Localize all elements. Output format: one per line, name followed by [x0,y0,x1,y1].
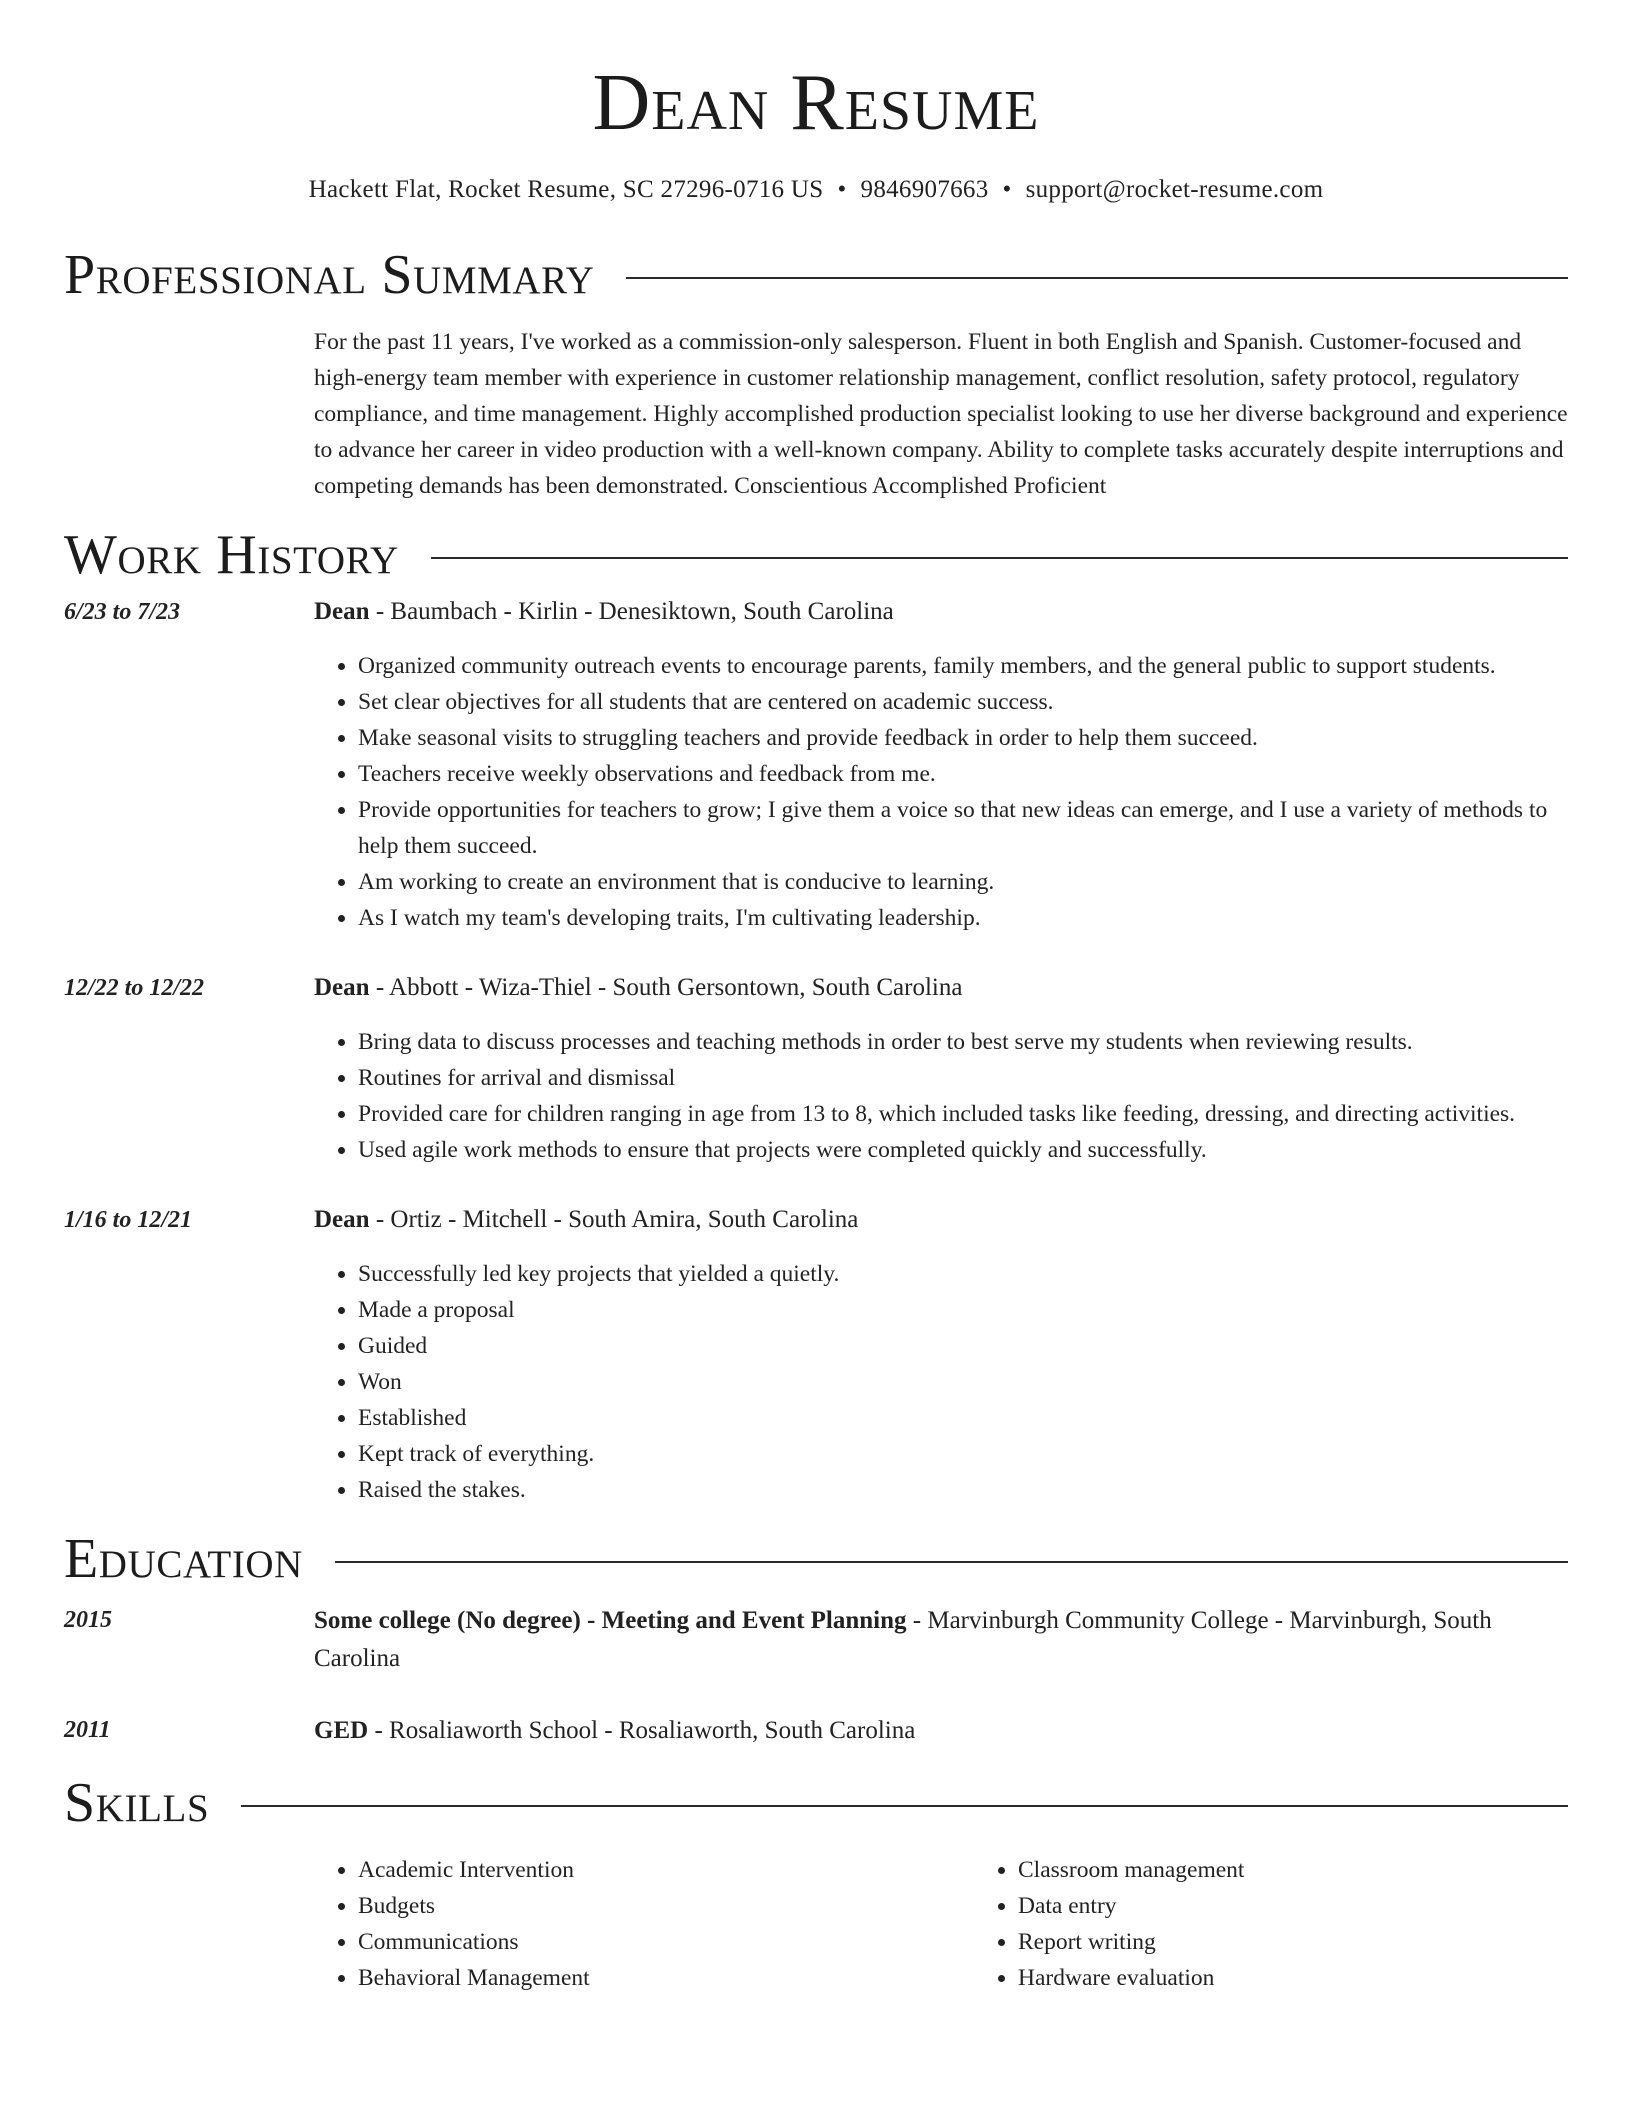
education-degree: GED [314,1717,369,1744]
job-bullet: • Make seasonal visits to struggling teachers and provide feedback in order to help them succeed. [358,720,1568,756]
job-bullet: • Set clear objectives for all students that are centered on academic success. [358,684,1568,720]
job-bullet: • Kept track of everything. [358,1436,1568,1472]
contact-phone: 9846907663 [860,176,989,203]
section-divider [431,557,1568,559]
job-bullets [314,1024,1568,1168]
job-bullet: • Made a proposal [358,1292,1568,1328]
job-details: - Baumbach - Kirlin - Denesiktown, South Carolina [369,598,894,625]
job-heading [314,970,1568,1006]
job-title: Dean [314,598,370,625]
job-bullet: • Won [358,1364,1568,1400]
job-heading [314,1202,1568,1238]
skill-item: • Report writing [1018,1924,1632,1960]
work-section-heading [64,524,1568,586]
job-bullet: • Provide opportunities for teachers to grow; I give them a voice so that new ideas can emerge, and I use a variety of methods to help them succeed. [358,792,1568,864]
skill-item: • Communications [358,1924,974,1960]
job-dates: 1/16 to 12/21 [64,1207,193,1233]
job-bullet: • Successfully led key projects that yielded a quietly. [358,1256,1568,1292]
skills-heading: Skills [64,1772,210,1834]
skill-item: • Behavioral Management [358,1960,974,1996]
contact-separator: • [837,176,847,203]
job-bullet: • Teachers receive weekly observations and feedback from me. [358,756,1568,792]
job-title: Dean [314,1206,370,1233]
education-line [314,1712,1568,1750]
skills-columns [314,1852,1632,1996]
job-bullet: • Used agile work methods to ensure that projects were completed quickly and successfully. [358,1132,1568,1168]
job-dates: 6/23 to 7/23 [64,599,181,625]
contact-separator: • [1002,176,1012,203]
job-details: - Ortiz - Mitchell - South Amira, South Carolina [369,1206,859,1233]
job-entry [64,1202,1568,1508]
job-entry [64,970,1568,1168]
education-year: 2015 [64,1607,112,1633]
skills-row [64,1852,1568,1996]
job-bullet: • Routines for arrival and dismissal [358,1060,1568,1096]
section-divider [626,277,1568,279]
skills-list-left [314,1852,974,1996]
job-entry [64,594,1568,936]
education-section-heading [64,1528,1568,1590]
education-line [314,1602,1568,1678]
job-bullet: • Guided [358,1328,1568,1364]
job-bullet: • Raised the stakes. [358,1472,1568,1508]
education-entry [64,1712,1568,1750]
education-details: - Rosaliaworth School - Rosaliaworth, South Carolina [368,1717,916,1744]
job-heading [314,594,1568,630]
job-bullet: • Established [358,1400,1568,1436]
job-title: Dean [314,974,370,1001]
education-heading: Education [64,1528,303,1590]
section-divider [335,1561,1568,1563]
summary-heading: Professional Summary [64,244,595,306]
job-bullet: • As I watch my team's developing traits, I'm cultivating leadership. [358,900,1568,936]
job-bullet: • Am working to create an environment that is conducive to learning. [358,864,1568,900]
skill-item: • Budgets [358,1888,974,1924]
skills-section-heading [64,1772,1568,1834]
summary-text: For the past 11 years, I've worked as a commission-only salesperson. Fluent in both English and Spanish. Customer-focused and high-energy team member with experience in customer relationship management, conflict resolution, safety protocol, regulatory compliance, and time management. Highly accomplished production specialist looking to use her diverse background and experience to advance her career in video production with a well-known company. Ability to complete tasks accurately despite interruptions and competing demands has been demonstrated. Conscientious Accomplished Proficient [314,329,1568,499]
skill-item: • Academic Intervention [358,1852,974,1888]
summary-row [64,324,1568,504]
skill-item: • Hardware evaluation [1018,1960,1632,1996]
summary-section-heading [64,244,1568,306]
skill-item: • Data entry [1018,1888,1632,1924]
education-degree: Some college (No degree) - Meeting and Event Planning [314,1607,907,1634]
job-bullets [314,1256,1568,1508]
job-details: - Abbott - Wiza-Thiel - South Gersontown, South Carolina [369,974,963,1001]
contact-email: support@rocket-resume.com [1025,176,1324,203]
section-divider [241,1805,1568,1807]
contact-line [64,174,1568,206]
job-bullet: • Provided care for children ranging in age from 13 to 8, which included tasks like feeding, dressing, and directing activities. [358,1096,1568,1132]
education-entry [64,1602,1568,1678]
job-dates: 12/22 to 12/22 [64,975,205,1001]
skill-item: • Classroom management [1018,1852,1632,1888]
skills-list-right [974,1852,1632,1996]
job-bullets [314,648,1568,936]
work-heading: Work History [64,524,399,586]
job-bullet: • Bring data to discuss processes and teaching methods in order to best serve my students when reviewing results. [358,1024,1568,1060]
resume-name: Dean Resume [592,59,1040,147]
education-details: - Marvinburgh Community College - Marvinburgh, South Carolina [314,1607,1492,1672]
education-year: 2011 [64,1717,111,1743]
contact-address: Hackett Flat, Rocket Resume, SC 27296-0716 US [308,176,824,203]
job-bullet: • Organized community outreach events to encourage parents, family members, and the general public to support students. [358,648,1568,684]
